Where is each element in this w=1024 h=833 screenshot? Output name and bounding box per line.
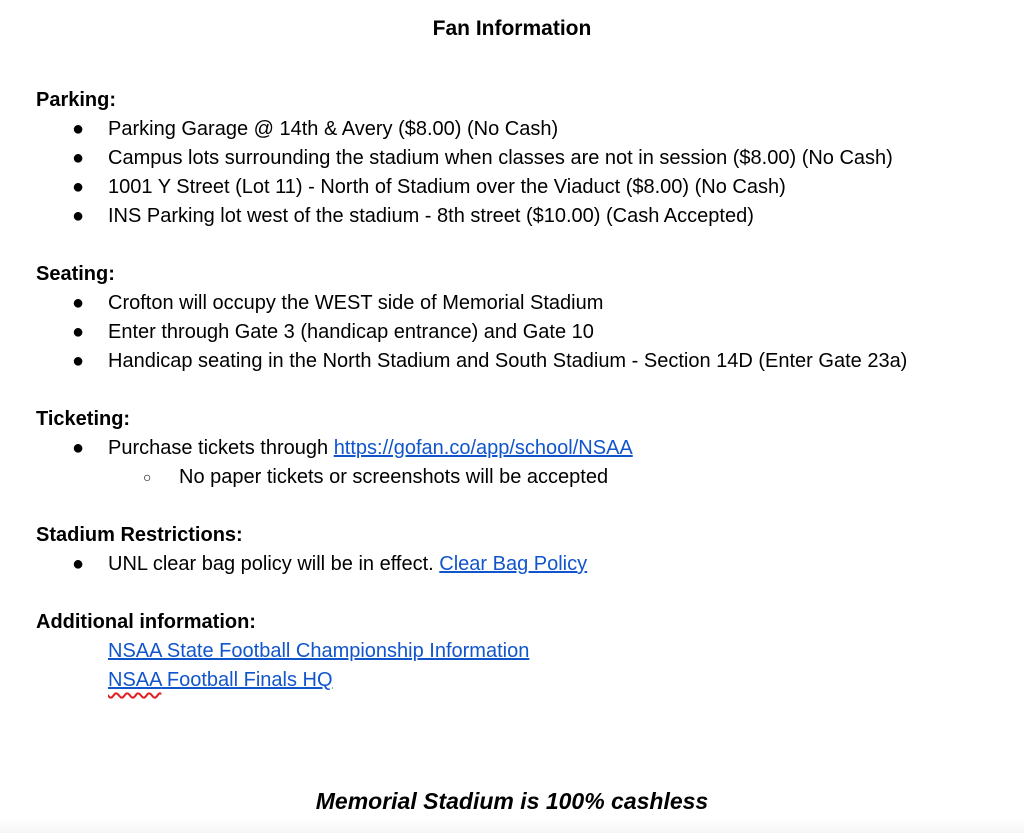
bullet-icon: ● — [72, 292, 85, 314]
bullet-icon: ● — [72, 205, 85, 227]
list-item-text: INS Parking lot west of the stadium - 8th street ($10.00) (Cash Accepted) — [108, 205, 754, 227]
ticketing-section — [36, 405, 996, 492]
bullet-icon: ● — [72, 147, 85, 169]
seating-section — [36, 260, 996, 376]
list-item-text: Parking Garage @ 14th & Avery ($8.00) (No Cash) — [108, 118, 559, 140]
list-item — [36, 173, 996, 202]
list-item — [36, 202, 996, 231]
bullet-icon: ● — [72, 553, 85, 575]
list-item — [36, 434, 996, 463]
gofan-link[interactable]: https://gofan.co/app/school/NSAA — [333, 437, 633, 459]
list-item-text: UNL clear bag policy will be in effect. — [108, 553, 440, 575]
list-item-text: 1001 Y Street (Lot 11) - North of Stadium over the Viaduct ($8.00) (No Cash) — [108, 176, 786, 198]
list-item — [36, 347, 938, 376]
bullet-icon: ● — [72, 176, 85, 198]
cashless-notice: Memorial Stadium is 100% cashless — [315, 788, 709, 814]
list-item-text: Handicap seating in the North Stadium and South Stadium - Section 14D (Enter Gate 23a) — [108, 350, 908, 372]
list-item — [36, 550, 996, 579]
parking-heading: Parking: — [36, 89, 117, 111]
circle-bullet-icon: ○ — [143, 469, 152, 485]
list-item — [36, 318, 996, 347]
list-item-text: Purchase tickets through — [108, 437, 334, 459]
finals-hq-link[interactable] — [108, 666, 333, 695]
spellcheck-word: NSAA — [108, 669, 162, 691]
list-item — [36, 289, 996, 318]
page-edge — [0, 818, 1024, 833]
restrictions-heading: Stadium Restrictions: — [36, 524, 243, 546]
link-text: Football Finals HQ — [161, 669, 333, 691]
parking-section — [36, 86, 996, 231]
restrictions-section — [36, 521, 996, 579]
list-item-text: No paper tickets or screenshots will be accepted — [179, 466, 609, 488]
additional-section — [36, 608, 996, 695]
bullet-icon: ● — [72, 437, 85, 459]
bullet-icon: ● — [72, 321, 85, 343]
list-item — [36, 115, 996, 144]
document-body — [36, 86, 996, 695]
list-item — [36, 144, 996, 173]
sub-list-item — [36, 463, 996, 492]
list-item-text: Campus lots surrounding the stadium when classes are not in session ($8.00) (No Cash) — [108, 147, 893, 169]
list-item-text: Crofton will occupy the WEST side of Memorial Stadium — [108, 292, 604, 314]
bullet-icon: ● — [72, 118, 85, 140]
additional-heading: Additional information: — [36, 611, 256, 633]
bullet-icon: ● — [72, 350, 85, 372]
championship-info-link[interactable]: NSAA State Football Championship Information — [108, 640, 530, 662]
ticketing-heading: Ticketing: — [36, 408, 131, 430]
clear-bag-policy-link[interactable]: Clear Bag Policy — [439, 553, 588, 575]
list-item-text: Enter through Gate 3 (handicap entrance) and Gate 10 — [108, 321, 594, 343]
page-title: Fan Information — [432, 17, 592, 40]
seating-heading: Seating: — [36, 263, 115, 285]
